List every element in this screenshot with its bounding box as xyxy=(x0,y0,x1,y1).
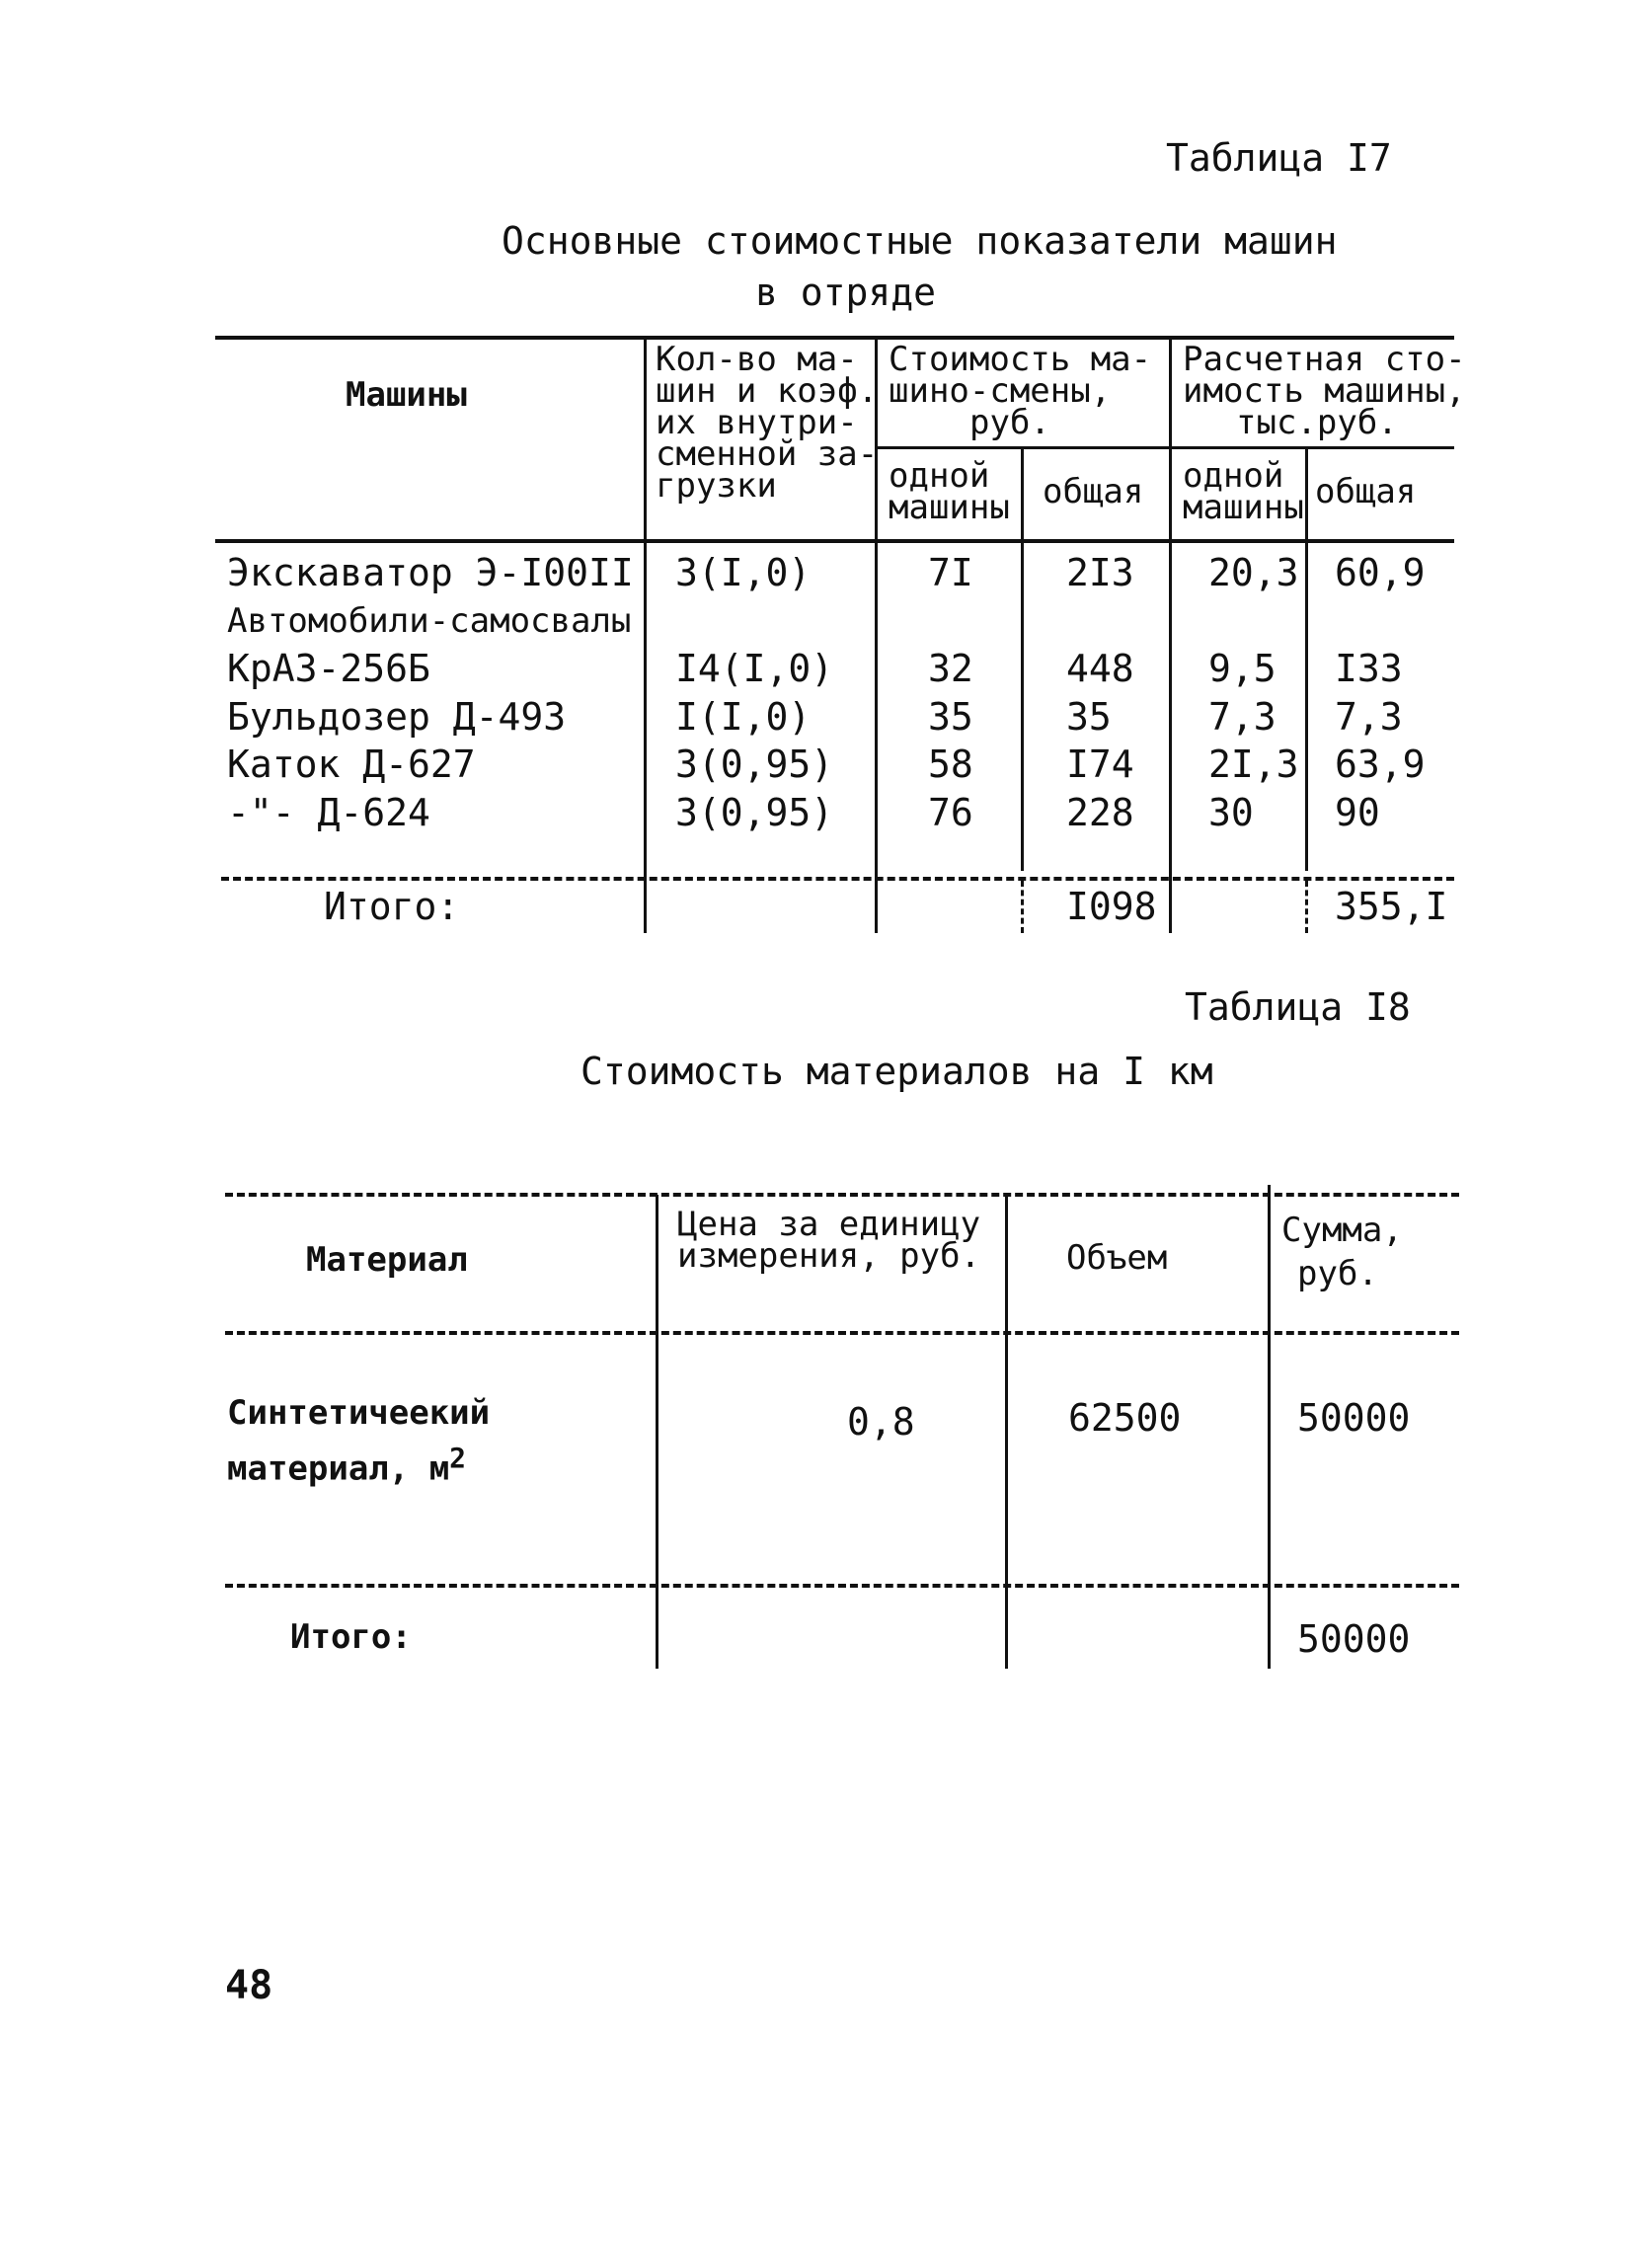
header-count: Кол-во ма- шин и коэф. их внутри- сменной за- грузки xyxy=(656,340,879,506)
header-calc-cost: Расчетная сто- имость машины, тыс.руб. xyxy=(1183,340,1466,442)
table18: Материал Цена за единицу измерения, руб. Объем Сумма, руб. Синтетичеекий материал, $м^2$ 0,8 62500 50000 Итого: 50000 xyxy=(225,1185,1459,1679)
table18-label: Таблица I8 xyxy=(1185,985,1411,1029)
table17: Машины Кол-во ма- шин и коэф. их внутри- сменной за- грузки Стоимость ма- шино-смены, руб. Расчетная сто- имость машины, тыс.руб. одной машины общая одной машины общая Экскаватор Э-I00II 3(I,0) 7I 2I3 20,3 60,9 Автомобили-самосвалы КрАЗ-256Б I4(I,0) 32 448 9,5 I33 Бульдозер Д-493 I(I,0) 35 35 7,3 7,3 Каток Д-627 3(0,95) 58 I74 2I,3 63,9 -"- Д-624 3(0,95) 76 228 30 90 Итого: I098 355,I xyxy=(215,336,1454,933)
header-total-2: общая xyxy=(1315,472,1417,511)
header-one-machine-2: одной машины xyxy=(1183,456,1304,527)
header-volume: Объем xyxy=(1066,1238,1168,1278)
header-sum: Сумма, руб. xyxy=(1281,1211,1403,1293)
header-shift-cost: Стоимость ма- шино-смены, руб. xyxy=(889,340,1152,442)
header-material: Материал xyxy=(306,1240,468,1280)
header-price: Цена за единицу измерения, руб. xyxy=(677,1205,981,1276)
table17-title-line2: в отряде xyxy=(755,271,937,314)
table18-title: Стоимость материалов на I км xyxy=(580,1050,1213,1093)
table17-title-line1: Основные стоимостные показатели машин xyxy=(502,219,1338,263)
material-name: Синтетичеекий материал, $м^2$ xyxy=(227,1393,491,1489)
header-machines: Машины xyxy=(346,375,467,415)
header-total: общая xyxy=(1043,472,1144,511)
table17-label: Таблица I7 xyxy=(1166,136,1392,180)
header-one-machine: одной машины xyxy=(889,456,1010,527)
page-number: 48 xyxy=(225,1963,273,2008)
